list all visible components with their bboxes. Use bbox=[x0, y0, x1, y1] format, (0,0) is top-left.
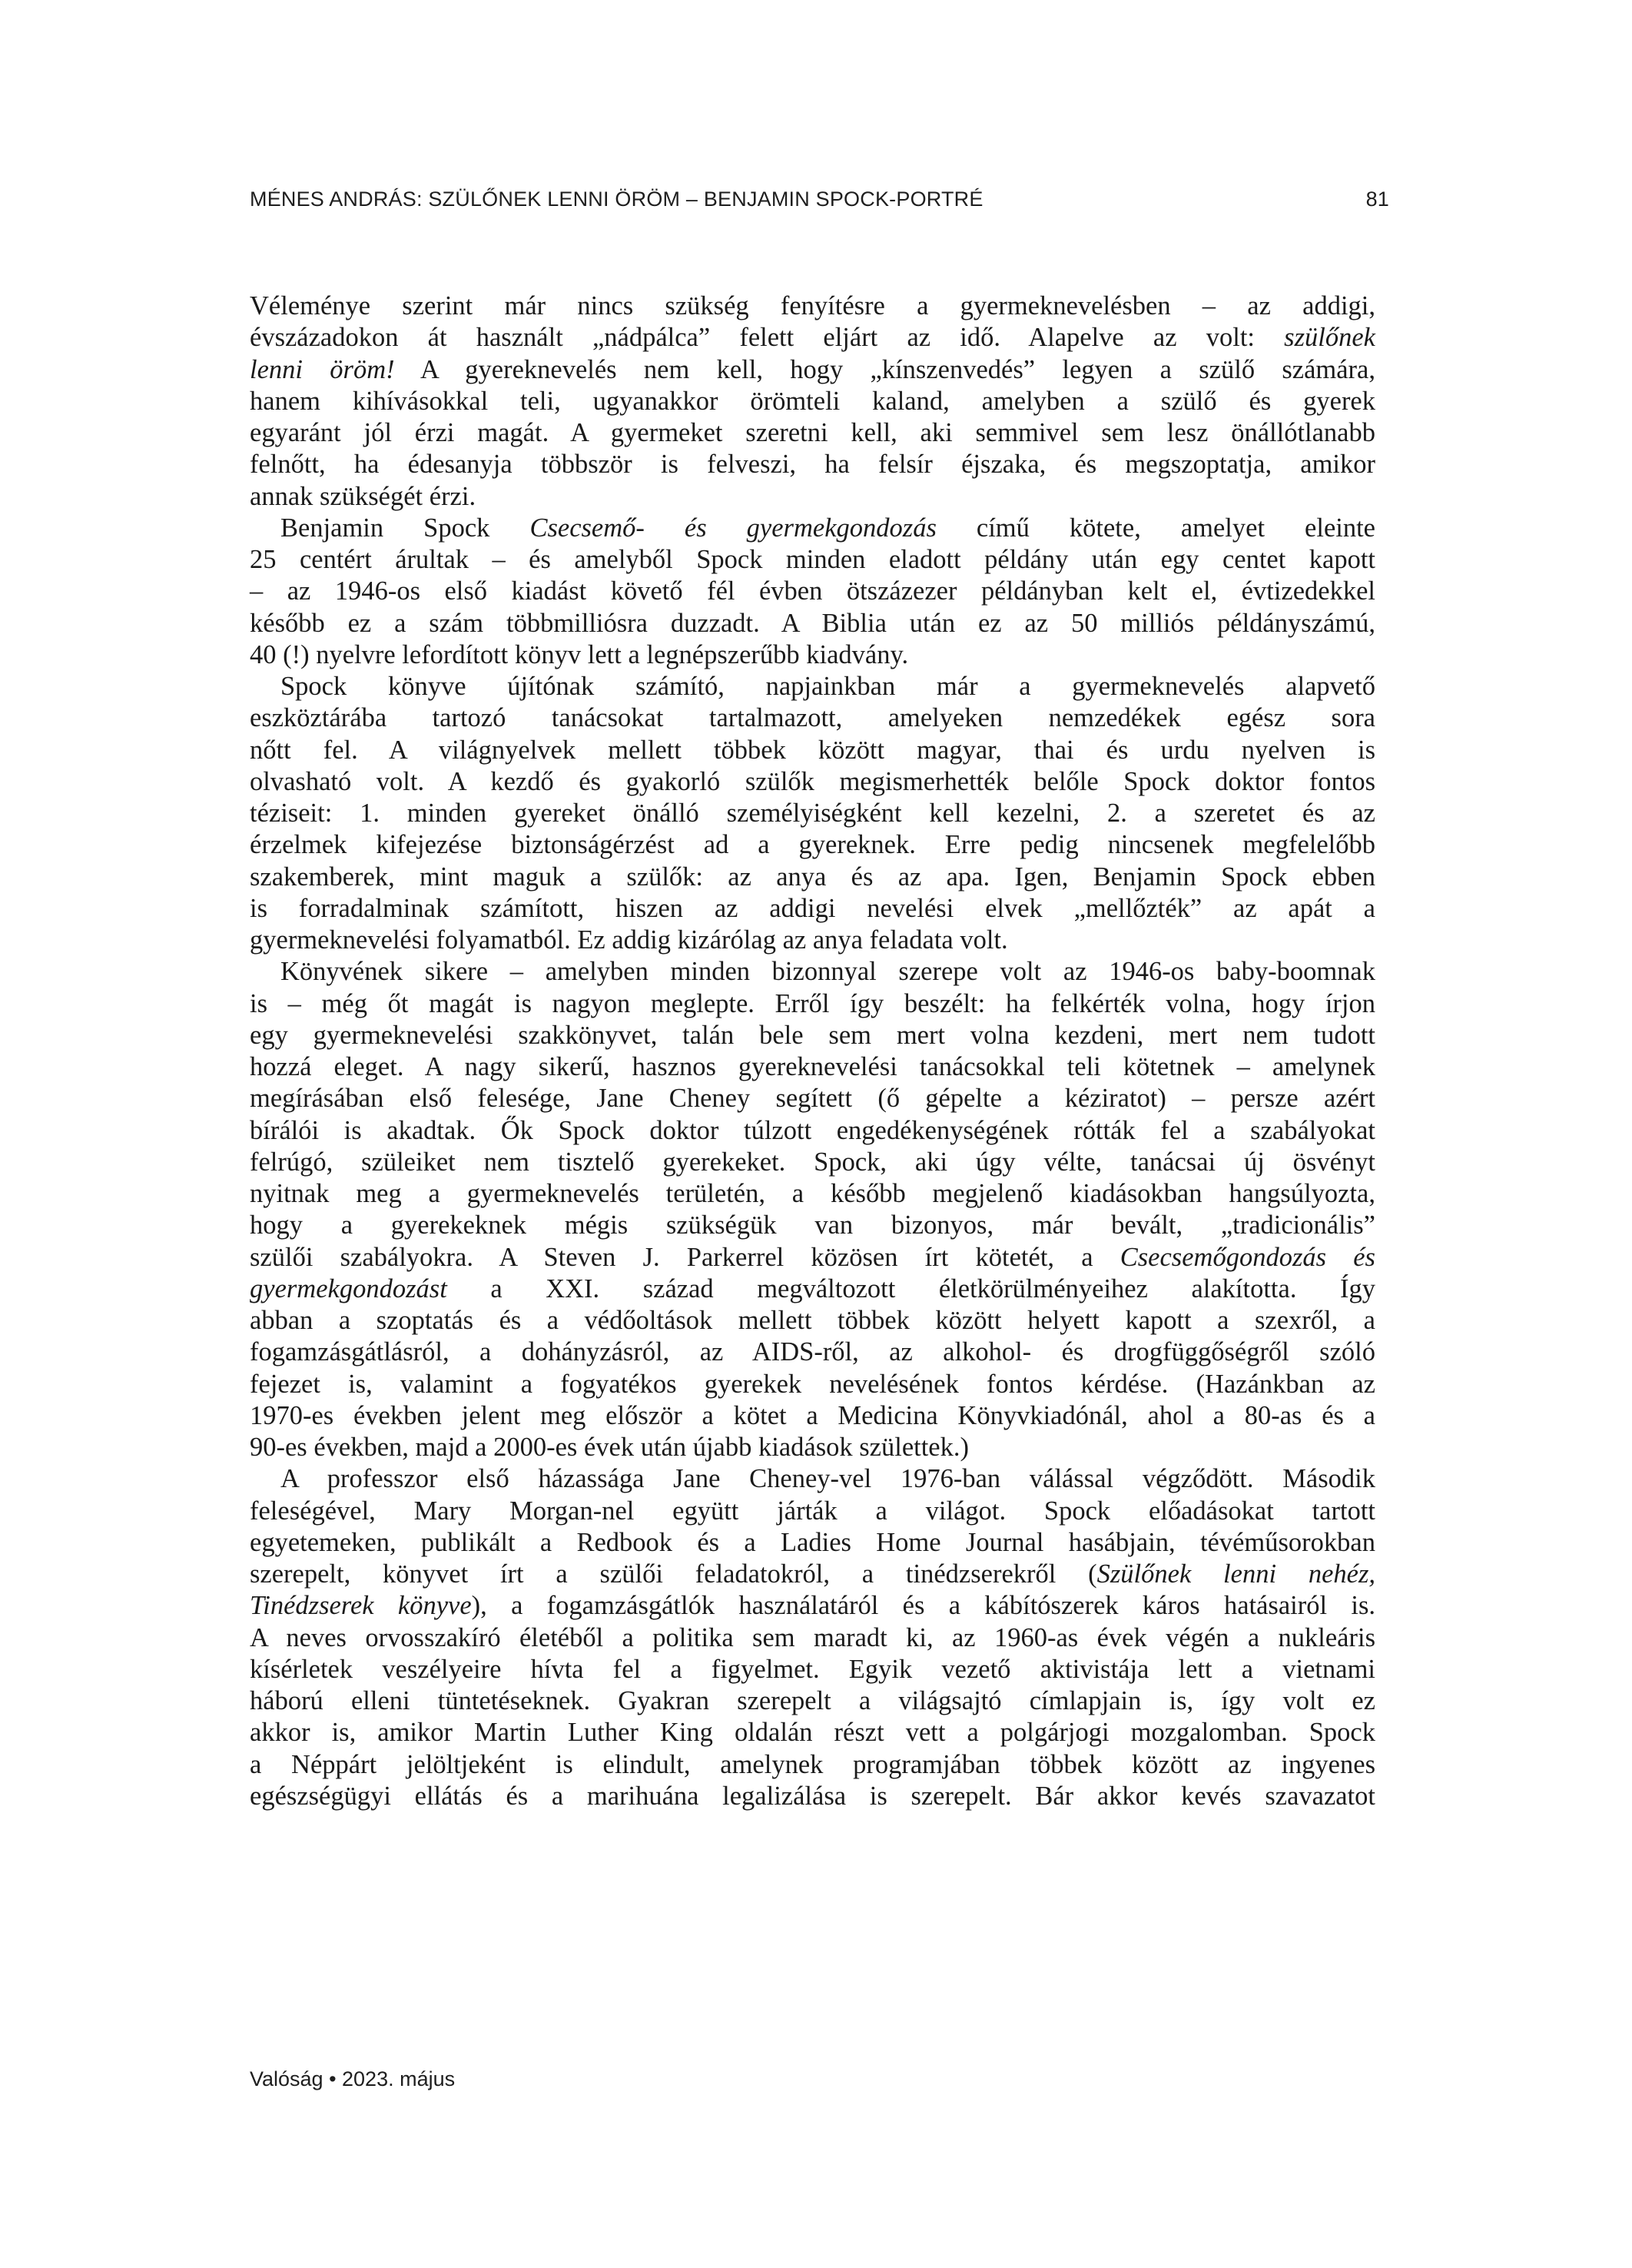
article-body bbox=[250, 291, 1375, 1812]
text-line: 25 centért árultak – és amelyből Spock minden eladott példány után egy centet kapott bbox=[250, 545, 1375, 574]
text-line: akkor is, amikor Martin Luther King oldalán részt vett a polgárjogi mozgalomban. Spock bbox=[250, 1718, 1375, 1748]
paragraph bbox=[250, 513, 1375, 671]
text-line: fejezet is, valamint a fogyatékos gyerekek nevelésének fontos kérdése. (Hazánkban az bbox=[250, 1369, 1375, 1399]
italic-title: Csecsemő- és gyermekgondozás bbox=[529, 513, 937, 543]
page-footer bbox=[250, 2067, 455, 2091]
italic-title: szülőnek bbox=[1284, 323, 1375, 353]
text-line: évszázadokon át használt „nádpálca” felett eljárt az idő. Alapelve az volt: szülőnek bbox=[250, 323, 1375, 353]
text-line: Spock könyve újítónak számító, napjainkban már a gyermeknevelés alapvető bbox=[280, 672, 1375, 701]
text-line: Könyvének sikere – amelyben minden bizonnyal szerepe volt az 1946-os baby-boomnak bbox=[280, 957, 1375, 987]
text-line: szakemberek, mint maguk a szülők: az anya és az apa. Igen, Benjamin Spock ebben bbox=[250, 862, 1375, 892]
text-line: feleségével, Mary Morgan-nel együtt járták a világot. Spock előadásokat tartott bbox=[250, 1496, 1375, 1526]
text-line: bírálói is akadtak. Ők Spock doktor túlzott engedékenységének rótták fel a szabályokat bbox=[250, 1115, 1375, 1145]
text-line: A neves orvosszakíró életéből a politika sem maradt ki, az 1960-as évek végén a nukleáris bbox=[250, 1622, 1375, 1652]
text-line: gyermekgondozást a XXI. század megváltozott életkörülményeihez alakította. Így bbox=[250, 1273, 1375, 1303]
text-line: egy gyermeknevelési szakkönyvet, talán bele sem mert volna kezdeni, mert nem tudott bbox=[250, 1020, 1375, 1050]
paragraph bbox=[250, 671, 1375, 956]
italic-title: Szülőnek lenni nehéz, bbox=[1096, 1559, 1376, 1589]
italic-title: Tinédzserek könyve bbox=[250, 1591, 472, 1621]
text-line: annak szükségét érzi. bbox=[250, 481, 476, 511]
running-header bbox=[250, 188, 1389, 211]
text-line: felrúgó, szüleiket nem tisztelő gyerekeket. Spock, aki úgy vélte, tanácsai új ösvényt bbox=[250, 1147, 1375, 1177]
text-line: A professzor első házassága Jane Cheney-vel 1976-ban válással végződött. Második bbox=[280, 1464, 1375, 1494]
text-line: is – még őt magát is nagyon meglepte. Erről így beszélt: ha felkérték volna, hogy írjon bbox=[250, 988, 1375, 1018]
text-line: abban a szoptatás és a védőoltások mellett többek között helyett kapott a szexről, a bbox=[250, 1306, 1375, 1335]
text-line: olvasható volt. A kezdő és gyakorló szülők megismerhették belőle Spock doktor fontos bbox=[250, 766, 1375, 796]
text-line: később ez a szám többmilliósra duzzadt. A Biblia után ez az 50 milliós példányszámú, bbox=[250, 608, 1375, 638]
text-line: – az 1946-os első kiadást követő fél évben ötszázezer példányban kelt el, évtizedekkel bbox=[250, 576, 1375, 606]
text-line: lenni öröm! A gyereknevelés nem kell, hogy „kínszenvedés” legyen a szülő számára, bbox=[250, 354, 1375, 384]
text-line: is forradalminak számított, hiszen az addigi nevelési elvek „mellőzték” az apát a bbox=[250, 893, 1375, 923]
text-line: háború elleni tüntetéseknek. Gyakran szerepelt a világsajtó címlapjain is, így volt ez bbox=[250, 1686, 1375, 1715]
text-line: megírásában első felesége, Jane Cheney segített (ő gépelte a kéziratot) – persze azért bbox=[250, 1084, 1375, 1114]
text-line: felnőtt, ha édesanyja többször is felveszi, ha felsír éjszaka, és megszoptatja, amikor bbox=[250, 450, 1375, 480]
text-line: Tinédzserek könyve), a fogamzásgátlók használatáról és a kábítószerek káros hatásairól is. bbox=[250, 1591, 1375, 1621]
italic-title: gyermekgondozást bbox=[250, 1273, 447, 1303]
text-line: érzelmek kifejezése biztonságérzést ad a gyereknek. Erre pedig nincsenek megfelelőbb bbox=[250, 830, 1375, 860]
text-line: egyetemeken, publikált a Redbook és a Ladies Home Journal hasábjain, tévéműsorokban bbox=[250, 1527, 1375, 1557]
text-line: gyermeknevelési folyamatból. Ez addig kizárólag az anya feladata volt. bbox=[250, 925, 1008, 955]
text-line: szülői szabályokra. A Steven J. Parkerrel közösen írt kötetét, a Csecsemőgondozás és bbox=[250, 1242, 1375, 1272]
text-line: egyaránt jól érzi magát. A gyermeket szeretni kell, aki semmivel sem lesz önállótlanabb bbox=[250, 418, 1375, 447]
page-number: 81 bbox=[1365, 188, 1389, 211]
text-line: hanem kihívásokkal teli, ugyanakkor örömteli kaland, amelyben a szülő és gyerek bbox=[250, 386, 1375, 416]
text-line: 1970-es években jelent meg először a kötet a Medicina Könyvkiadónál, ahol a 80-as és a bbox=[250, 1400, 1375, 1430]
text-line: eszköztárába tartozó tanácsokat tartalmazott, amelyeken nemzedékek egész sora bbox=[250, 703, 1375, 733]
text-line: egészségügyi ellátás és a marihuána legalizálása is szerepelt. Bár akkor kevés szavazatot bbox=[250, 1781, 1375, 1811]
text-line: téziseit: 1. minden gyereket önálló személyiségként kell kezelni, 2. a szeretet és az bbox=[250, 799, 1375, 828]
text-line: kísérletek veszélyeire hívta fel a figyelmet. Egyik vezető aktivistája lett a vietnami bbox=[250, 1654, 1375, 1684]
running-title: MÉNES ANDRÁS: SZÜLŐNEK LENNI ÖRÖM – BENJAMIN SPOCK-PORTRÉ bbox=[250, 188, 984, 211]
text-line: hogy a gyerekeknek mégis szükségük van bizonyos, már bevált, „tradicionális” bbox=[250, 1210, 1375, 1240]
paragraph bbox=[250, 956, 1375, 1463]
italic-title: Csecsemőgondozás és bbox=[1120, 1242, 1375, 1272]
text-line: Benjamin Spock Csecsemő- és gyermekgondozás című kötete, amelyet eleinte bbox=[280, 513, 1375, 543]
paragraph bbox=[250, 291, 1375, 513]
text-line: a Néppárt jelöltjeként is elindult, amelynek programjában többek között az ingyenes bbox=[250, 1749, 1375, 1779]
text-line: fogamzásgátlásról, a dohányzásról, az AIDS-ről, az alkohol- és drogfüggőségről szóló bbox=[250, 1337, 1375, 1367]
italic-title: lenni öröm! bbox=[250, 354, 395, 384]
text-line: nyitnak meg a gyermeknevelés területén, a később megjelenő kiadásokban hangsúlyozta, bbox=[250, 1179, 1375, 1208]
journal-issue: Valóság • 2023. május bbox=[250, 2067, 456, 2090]
text-line: nőtt fel. A világnyelvek mellett többek között magyar, thai és urdu nyelven is bbox=[250, 735, 1375, 765]
text-line: 40 (!) nyelvre lefordított könyv lett a legnépszerűbb kiadvány. bbox=[250, 639, 909, 669]
paragraph bbox=[250, 1463, 1375, 1812]
text-line: hozzá eleget. A nagy sikerű, hasznos gyereknevelési tanácsokkal teli kötetnek – amelynek bbox=[250, 1052, 1375, 1081]
text-line: Véleménye szerint már nincs szükség fenyítésre a gyermeknevelésben – az addigi, bbox=[250, 291, 1375, 320]
text-line: 90-es években, majd a 2000-es évek után újabb kiadások születtek.) bbox=[250, 1433, 969, 1462]
text-line: szerepelt, könyvet írt a szülői feladatokról, a tinédzserekről (Szülőnek lenni nehéz, bbox=[250, 1559, 1376, 1589]
